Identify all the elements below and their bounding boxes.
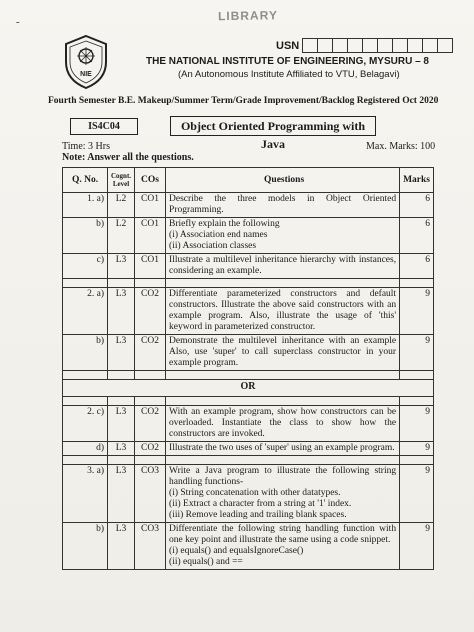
question-line: Illustrate a multilevel inheritance hierarchy with instances, considering an example. — [169, 255, 397, 276]
cognitive-level: L3 — [108, 288, 135, 335]
question-line: (i) String concatenation with other datatypes. — [169, 488, 341, 498]
question-text — [166, 193, 400, 218]
table-row — [63, 288, 434, 335]
header-co: COs — [135, 168, 166, 193]
or-label: OR — [63, 380, 434, 397]
question-line: Describe the three models in Object Oriented Programming. — [169, 194, 397, 215]
question-line: Briefly explain the following — [169, 219, 280, 229]
question-marks: 6 — [400, 193, 434, 218]
usn-label: USN — [276, 40, 300, 52]
section-gap — [63, 279, 434, 288]
logo-text: NIE — [80, 71, 92, 78]
question-table — [62, 167, 434, 570]
question-number: 2. a) — [63, 288, 108, 335]
table-row — [63, 218, 434, 254]
question-line: (i) equals() and equalsIgnoreCase() — [169, 546, 304, 556]
question-line: (i) Association end names — [169, 230, 268, 240]
cognitive-level: L3 — [108, 442, 135, 456]
institute-subtitle: (An Autonomous Institute Affiliated to VTU, Belagavi) — [178, 69, 400, 80]
course-title: Object Oriented Programming with Java — [170, 116, 376, 136]
question-text — [166, 288, 400, 335]
cognitive-level: L3 — [108, 406, 135, 442]
header-qno: Q. No. — [63, 168, 108, 193]
usn-boxes[interactable] — [302, 38, 452, 53]
question-line: Illustrate the two uses of 'super' using an example program. — [169, 443, 395, 453]
course-outcome: CO1 — [135, 218, 166, 254]
course-outcome: CO2 — [135, 442, 166, 456]
institute-name: THE NATIONAL INSTITUTE OF ENGINEERING, MYSURU – 8 — [146, 56, 429, 67]
question-number: 3. a) — [63, 465, 108, 523]
question-text — [166, 442, 400, 456]
question-line: (iii) Remove leading and trailing blank spaces. — [169, 510, 347, 520]
question-number: b) — [63, 218, 108, 254]
question-number: b) — [63, 523, 108, 570]
question-text — [166, 406, 400, 442]
question-marks: 6 — [400, 218, 434, 254]
question-marks: 6 — [400, 254, 434, 279]
usn-box[interactable] — [332, 38, 348, 53]
max-marks: Max. Marks: 100 — [366, 141, 436, 152]
exam-title: Fourth Semester B.E. Makeup/Summer Term/Grade Improvement/Backlog Registered Oct 2020 — [48, 96, 439, 106]
question-marks: 9 — [400, 465, 434, 523]
section-gap — [63, 456, 434, 465]
course-code: IS4C04 — [70, 118, 138, 135]
usn-box[interactable] — [407, 38, 423, 53]
cognitive-level: L2 — [108, 218, 135, 254]
course-outcome: CO1 — [135, 193, 166, 218]
question-line: Write a Java program to illustrate the following string handling functions- — [169, 466, 397, 487]
question-text — [166, 335, 400, 371]
cognitive-level: L3 — [108, 523, 135, 570]
or-row — [63, 380, 434, 397]
header-questions: Questions — [166, 168, 400, 193]
question-marks: 9 — [400, 442, 434, 456]
header-marks: Marks — [400, 168, 434, 193]
question-line: Demonstrate the multilevel inheritance with an example Also, use 'super' to call superclass constructor in your example program. — [169, 336, 397, 368]
table-row — [63, 193, 434, 218]
question-text — [166, 218, 400, 254]
question-number: c) — [63, 254, 108, 279]
question-marks: 9 — [400, 523, 434, 570]
table-row — [63, 465, 434, 523]
question-line: With an example program, show how constructors can be overloaded. Instantiate the class to show how the constructors are invoked. — [169, 407, 397, 439]
usn-box[interactable] — [377, 38, 393, 53]
usn-box[interactable] — [422, 38, 438, 53]
question-line: (ii) Association classes — [169, 241, 257, 251]
cognitive-level: L3 — [108, 465, 135, 523]
section-gap — [63, 371, 434, 380]
exam-time: Time: 3 Hrs — [62, 141, 110, 152]
question-marks: 9 — [400, 406, 434, 442]
question-text — [166, 254, 400, 279]
usn-box[interactable] — [362, 38, 378, 53]
header-level: Cognt. Level — [108, 168, 135, 193]
table-row — [63, 442, 434, 456]
question-number: b) — [63, 335, 108, 371]
section-gap — [63, 397, 434, 406]
cognitive-level: L3 — [108, 335, 135, 371]
course-outcome: CO2 — [135, 288, 166, 335]
question-line: (ii) equals() and == — [169, 557, 243, 567]
question-table-body — [63, 193, 434, 570]
corner-mark: - — [16, 16, 20, 28]
usn-box[interactable] — [317, 38, 333, 53]
question-line: (ii) Extract a character from a string at '1' index. — [169, 499, 352, 509]
course-outcome: CO2 — [135, 335, 166, 371]
table-header-row — [63, 168, 434, 193]
course-outcome: CO1 — [135, 254, 166, 279]
question-text — [166, 523, 400, 570]
question-text — [166, 465, 400, 523]
table-row — [63, 335, 434, 371]
question-number: 1. a) — [63, 193, 108, 218]
exam-note: Note: Answer all the questions. — [62, 152, 194, 163]
usn-box[interactable] — [302, 38, 318, 53]
question-number: 2. c) — [63, 406, 108, 442]
question-line: Differentiate the following string handling function with one key point and illustrate the same using a code snippet. — [169, 524, 397, 545]
question-number: d) — [63, 442, 108, 456]
cognitive-level: L3 — [108, 254, 135, 279]
question-marks: 9 — [400, 288, 434, 335]
library-stamp: LIBRARY — [217, 8, 278, 24]
question-line: Differentiate parameterized constructors and default constructors. Illustrate the above said constructors with an example program. Also, illustrate the usage of 'this' keyword in parameterized constructor. — [169, 289, 397, 332]
table-row — [63, 406, 434, 442]
cognitive-level: L2 — [108, 193, 135, 218]
nie-logo-icon — [62, 34, 110, 90]
table-row — [63, 254, 434, 279]
course-outcome: CO2 — [135, 406, 166, 442]
course-outcome: CO3 — [135, 465, 166, 523]
usn-box[interactable] — [347, 38, 363, 53]
course-outcome: CO3 — [135, 523, 166, 570]
usn-box[interactable] — [437, 38, 453, 53]
question-marks: 9 — [400, 335, 434, 371]
table-row — [63, 523, 434, 570]
usn-box[interactable] — [392, 38, 408, 53]
